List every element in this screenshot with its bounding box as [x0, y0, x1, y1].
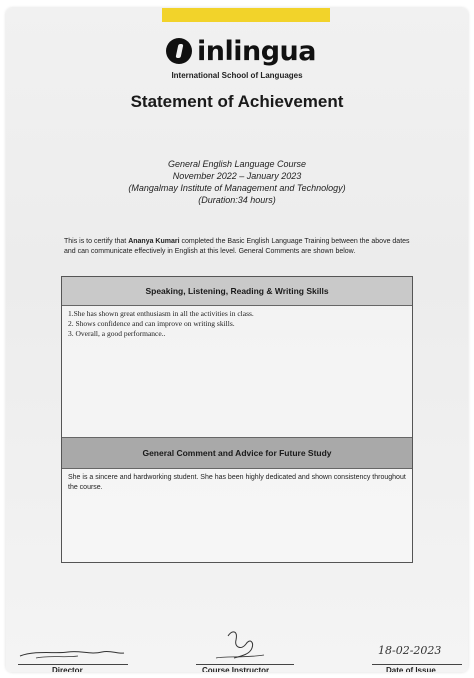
course-institute: (Mangalmay Institute of Management and Technology): [128, 183, 346, 193]
skills-item: 2. Shows confidence and can improve on writing skills.: [68, 319, 235, 328]
skills-item: 1.She has shown great enthusiasm in all the activities in class.: [68, 309, 254, 318]
instructor-signature-line: [196, 664, 294, 665]
brand-logo: [166, 34, 316, 68]
certification-statement: [64, 237, 414, 257]
issue-date-handwritten: 18-02-2023: [378, 644, 442, 657]
skills-item: 3. Overall, a good performance..: [68, 329, 166, 338]
signature-row: [6, 628, 468, 672]
date-of-issue-label: Date of Issue: [386, 666, 436, 672]
advice-text: She is a sincere and hardworking student. She has been highly dedicated and shown consistency throughout the course.: [68, 474, 406, 491]
course-dates: November 2022 – January 2023: [172, 171, 302, 181]
instructor-label: Course Instructor: [202, 666, 270, 672]
logo-text: inlingua: [197, 35, 316, 67]
document-title: Statement of Achievement: [130, 92, 344, 111]
director-label: Director: [52, 666, 83, 672]
intro-suffix: completed the Basic English Language Training between the above dates and can communicate effectively in English at this level. General Comments are shown below.: [64, 238, 410, 255]
comments-table: [61, 276, 413, 563]
advice-heading: General Comment and Advice for Future Study: [62, 438, 412, 469]
student-name: Ananya Kumari: [128, 238, 180, 245]
brand-accent-bar: [162, 8, 330, 22]
date-signature-line: [372, 664, 462, 665]
school-name: International School of Languages: [171, 71, 303, 80]
course-duration: (Duration:34 hours): [198, 195, 276, 205]
director-signature-line: [18, 664, 128, 665]
skills-heading: Speaking, Listening, Reading & Writing Skills: [62, 277, 412, 306]
course-details: [6, 158, 468, 206]
skills-comments: [62, 306, 412, 438]
intro-prefix: This is to certify that: [64, 238, 129, 245]
certificate-sheet: [6, 8, 468, 672]
course-name: General English Language Course: [167, 159, 307, 169]
logo-mark-icon: [166, 38, 192, 64]
